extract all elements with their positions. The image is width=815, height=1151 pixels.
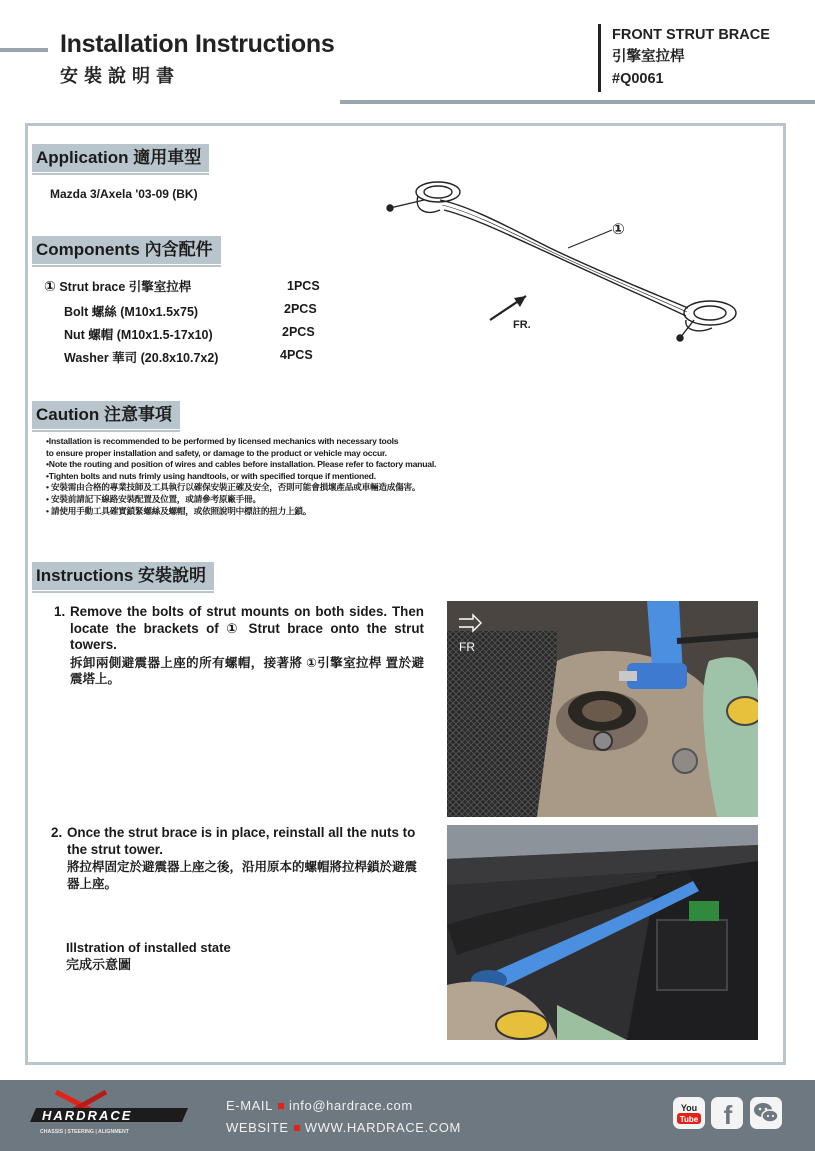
- youtube-icon[interactable]: [673, 1097, 705, 1129]
- component-item: [64, 348, 218, 366]
- page-title: Installation Instructions: [60, 30, 335, 58]
- facebook-icon[interactable]: [711, 1097, 743, 1129]
- illustration-caption-en: Illstration of installed state: [66, 940, 231, 955]
- step-number: 1.: [54, 604, 66, 619]
- component-item: [64, 302, 198, 320]
- component-qty: 2PCS: [282, 325, 315, 339]
- page-subtitle-cn: 安裝說明書: [60, 66, 180, 86]
- facebook-glyph: [711, 1097, 743, 1129]
- caution-line: • 請使用手動工具確實鎖緊螺絲及螺帽，或依照說明中標註的扭力上鎖。: [46, 505, 312, 516]
- footer-email: [226, 1098, 413, 1113]
- vehicle-fitment: Mazda 3/Axela '03-09 (BK): [50, 187, 198, 201]
- step-text-en: Remove the bolts of strut mounts on both sides. Then locate the brackets of ① Strut brace onto the strut towers.: [70, 604, 424, 652]
- product-info: [612, 24, 770, 90]
- illustration-caption-cn: 完成示意圖: [66, 957, 132, 972]
- footer-website: [226, 1120, 461, 1135]
- component-qty: 2PCS: [284, 302, 317, 316]
- youtube-glyph: [673, 1097, 705, 1129]
- wechat-glyph: [750, 1097, 782, 1129]
- youtube-text-bottom: Tube: [679, 1115, 699, 1124]
- caution-line: • 安裝前請記下線路安裝配置及位置，或請參考原廠手冊。: [46, 493, 261, 504]
- instruction-step-2: [51, 825, 427, 892]
- product-name: FRONT STRUT BRACE: [612, 27, 770, 43]
- components-heading: Components 內含配件: [32, 236, 221, 264]
- step-text-cn: 拆卸兩側避震器上座的所有螺帽，接著將 ①引擎室拉桿 置於避震塔上。: [70, 655, 424, 686]
- wechat-icon[interactable]: [750, 1097, 782, 1129]
- caution-line: • 安裝需由合格的專業技師及工具執行以確保安裝正確及安全，否則可能會損壞產品或車輛造成傷害。: [46, 482, 421, 493]
- caution-list: [46, 436, 516, 517]
- website-link[interactable]: WWW.HARDRACE.COM: [304, 1120, 461, 1135]
- component-item: [44, 277, 191, 295]
- facebook-text: f: [723, 1100, 733, 1129]
- installed-photo-illustration: [447, 825, 758, 1040]
- component-qty: 1PCS: [287, 279, 320, 293]
- component-name: Bolt 螺絲 (M10x1.5x75): [64, 305, 199, 319]
- header-divider: [598, 24, 601, 92]
- step-1-photo-illustration: [447, 601, 758, 817]
- hardrace-logo: [26, 1088, 192, 1138]
- caution-heading: Caution 注意事項: [32, 401, 180, 429]
- diagram-part-marker: ①: [612, 220, 625, 238]
- component-marker: ①: [44, 278, 56, 294]
- illustration-caption: [66, 939, 231, 973]
- component-qty: 4PCS: [280, 348, 313, 362]
- application-heading: Application 適用車型: [32, 144, 209, 172]
- logo-tagline: CHASSIS | STEERING | ALIGNMENT: [40, 1129, 129, 1135]
- header-rule-left: [0, 48, 48, 52]
- component-name: Washer 華司 (20.8x10.7x2): [64, 351, 219, 365]
- website-label: WEBSITE: [226, 1120, 289, 1135]
- step-text-en: Once the strut brace is in place, reinstall all the nuts to the strut tower.: [67, 825, 416, 857]
- step-number: 2.: [51, 825, 63, 840]
- bullet-square: [278, 1103, 284, 1109]
- logo-wordmark: HARDRACE: [42, 1108, 133, 1123]
- youtube-text-top: You: [680, 1103, 698, 1113]
- strut-brace-diagram: [380, 170, 760, 350]
- instruction-step-1: [54, 604, 424, 688]
- caution-line: •Installation is recommended to be performed by licensed mechanics with necessary tools: [46, 436, 399, 446]
- component-name: Nut 螺帽 (M10x1.5-17x10): [64, 328, 213, 342]
- step-text-cn: 將拉桿固定於避震器上座之後，沿用原本的螺帽將拉桿鎖於避震器上座。: [67, 860, 418, 891]
- diagram-direction-label: FR.: [513, 319, 531, 331]
- installed-state-photo: [447, 825, 758, 1040]
- bullet-square: [294, 1125, 300, 1131]
- product-name-cn: 引擎室拉桿: [612, 49, 685, 65]
- step-1-photo: [447, 601, 758, 817]
- caution-line: •Note the routing and position of wires and cables before installation. Please refer to factory manual.: [46, 459, 437, 470]
- email-label: E-MAIL: [226, 1098, 273, 1113]
- header-rule-right: [340, 100, 815, 104]
- component-name: Strut brace 引擎室拉桿: [59, 280, 192, 294]
- email-link[interactable]: info@hardrace.com: [288, 1098, 413, 1113]
- photo-direction-label: FR: [459, 640, 475, 654]
- product-code: #Q0061: [612, 71, 664, 87]
- component-item: [64, 325, 213, 343]
- caution-line: •Tighten bolts and nuts frimly using handtools, or with specified torque if mentioned.: [46, 470, 376, 481]
- instructions-heading: Instructions 安裝說明: [32, 562, 214, 590]
- caution-line: to ensure proper installation and safety, or damage to the product or vehicle may occur.: [46, 447, 387, 458]
